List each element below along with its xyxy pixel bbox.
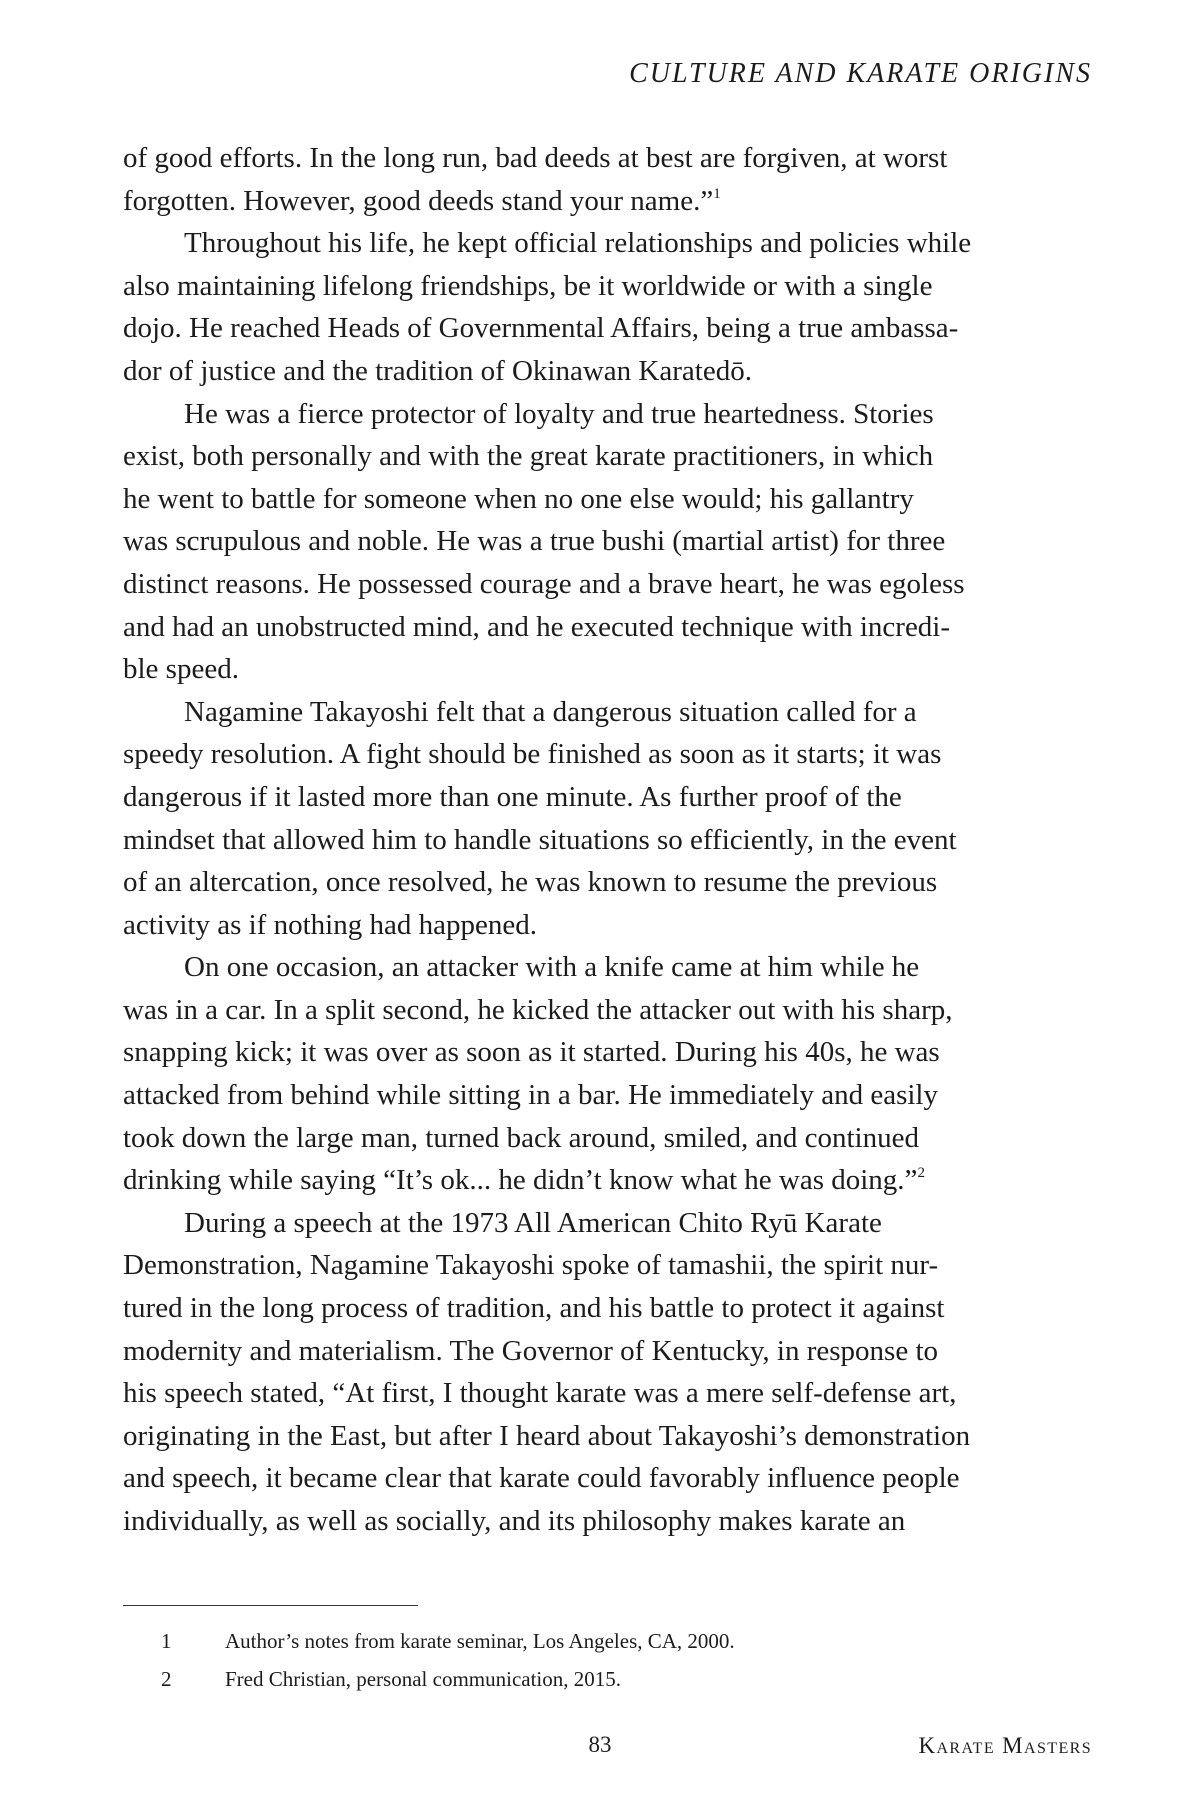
text-line bbox=[123, 946, 1083, 989]
footnote-text: Author’s notes from karate seminar, Los Angeles, CA, 2000. bbox=[225, 1629, 735, 1653]
text-line-content: Throughout his life, he kept official relationships and policies while bbox=[184, 227, 972, 260]
text-line bbox=[123, 478, 1083, 521]
text-line-content: ble speed. bbox=[123, 653, 239, 686]
footnote-text: Fred Christian, personal communication, 2015. bbox=[225, 1667, 622, 1691]
text-line-content: Nagamine Takayoshi felt that a dangerous situation called for a bbox=[184, 695, 917, 728]
text-line bbox=[123, 733, 1083, 776]
text-line bbox=[123, 989, 1083, 1032]
text-line bbox=[123, 435, 1083, 478]
text-line-content: Demonstration, Nagamine Takayoshi spoke of tamashii, the spirit nur- bbox=[123, 1249, 939, 1282]
text-line bbox=[123, 1372, 1083, 1415]
text-line bbox=[123, 1415, 1083, 1458]
text-line bbox=[123, 1500, 1083, 1543]
page-number: 83 bbox=[588, 1732, 612, 1757]
text-line bbox=[123, 1074, 1083, 1117]
text-line-content: mindset that allowed him to handle situations so efficiently, in the event bbox=[123, 823, 957, 856]
text-line bbox=[123, 1031, 1083, 1074]
text-line bbox=[123, 393, 1083, 436]
text-line bbox=[123, 265, 1083, 308]
text-line-content: was scrupulous and noble. He was a true bushi (martial artist) for three bbox=[123, 525, 946, 558]
text-line-content: he went to battle for someone when no one else would; his gallantry bbox=[123, 482, 914, 515]
text-line bbox=[123, 350, 1083, 393]
text-line bbox=[123, 1244, 1083, 1287]
text-line-content: snapping kick; it was over as soon as it started. During his 40s, he was bbox=[123, 1036, 940, 1069]
footnote bbox=[123, 1660, 1083, 1698]
text-line bbox=[123, 1159, 1083, 1202]
text-line-content: was in a car. In a split second, he kicked the attacker out with his sharp, bbox=[123, 993, 953, 1026]
text-line bbox=[123, 1202, 1083, 1245]
text-line-content: individually, as well as socially, and its philosophy makes karate an bbox=[123, 1505, 906, 1537]
text-line bbox=[123, 520, 1083, 563]
body-text bbox=[123, 137, 1083, 1543]
text-line-content: of an altercation, once resolved, he was known to resume the previous bbox=[123, 866, 938, 899]
text-line bbox=[123, 606, 1083, 649]
text-line bbox=[123, 222, 1083, 265]
text-line-content: attacked from behind while sitting in a bar. He immediately and easily bbox=[123, 1079, 938, 1112]
text-line bbox=[123, 904, 1083, 947]
text-line-content: dangerous if it lasted more than one minute. As further proof of the bbox=[123, 780, 902, 813]
footnotes bbox=[123, 1622, 1083, 1698]
text-line bbox=[123, 819, 1083, 862]
text-line bbox=[123, 648, 1083, 691]
text-line bbox=[123, 691, 1083, 734]
text-line-content: He was a fierce protector of loyalty and true heartedness. Stories bbox=[184, 397, 934, 430]
text-line bbox=[123, 776, 1083, 819]
text-line-content: and speech, it became clear that karate could favorably influence people bbox=[123, 1462, 960, 1495]
text-line-content: and had an unobstructed mind, and he executed technique with incredi- bbox=[123, 610, 951, 643]
footnote-divider bbox=[123, 1605, 418, 1606]
text-line-content: also maintaining lifelong friendships, be it worldwide or with a single bbox=[123, 269, 933, 302]
text-line-content: drinking while saying “It’s ok... he didn’t know what he was doing.” bbox=[123, 1164, 918, 1197]
text-line bbox=[123, 307, 1083, 350]
text-line bbox=[123, 1457, 1083, 1500]
footnote bbox=[123, 1622, 1083, 1660]
text-line-content: During a speech at the 1973 All American Chito Ryū Karate bbox=[184, 1206, 882, 1239]
text-line-content: his speech stated, “At first, I thought karate was a mere self-defense art, bbox=[123, 1377, 957, 1410]
text-line-content: modernity and materialism. The Governor of Kentucky, in response to bbox=[123, 1334, 939, 1367]
text-line-content: dojo. He reached Heads of Governmental Affairs, being a true ambassa- bbox=[123, 312, 959, 345]
text-line bbox=[123, 180, 1083, 223]
text-line bbox=[123, 137, 1083, 180]
text-line-content: originating in the East, but after I heard about Takayoshi’s demonstration bbox=[123, 1419, 971, 1452]
text-line bbox=[123, 1117, 1083, 1160]
text-line-content: On one occasion, an attacker with a knife came at him while he bbox=[184, 951, 920, 984]
text-line bbox=[123, 563, 1083, 606]
running-head: CULTURE AND KARATE ORIGINS bbox=[629, 58, 1092, 89]
text-line-content: of good efforts. In the long run, bad deeds at best are forgiven, at worst bbox=[123, 142, 948, 174]
text-line-content: took down the large man, turned back around, smiled, and continued bbox=[123, 1121, 919, 1154]
footnote-marker: 2 bbox=[917, 1165, 925, 1182]
text-line-content: forgotten. However, good deeds stand your name.” bbox=[123, 184, 714, 217]
text-line-content: dor of justice and the tradition of Okinawan Karatedō. bbox=[123, 354, 752, 387]
running-foot: Karate Masters bbox=[918, 1733, 1092, 1758]
text-line-content: activity as if nothing had happened. bbox=[123, 908, 537, 941]
footnote-marker: 1 bbox=[713, 185, 721, 202]
text-line-content: distinct reasons. He possessed courage and a brave heart, he was egoless bbox=[123, 567, 965, 600]
text-line bbox=[123, 1287, 1083, 1330]
text-line-content: speedy resolution. A fight should be finished as soon as it starts; it was bbox=[123, 738, 942, 771]
text-line bbox=[123, 861, 1083, 904]
text-line-content: tured in the long process of tradition, and his battle to protect it against bbox=[123, 1292, 945, 1325]
footnote-number: 2 bbox=[161, 1667, 172, 1691]
footnote-number: 1 bbox=[161, 1629, 172, 1653]
text-line bbox=[123, 1330, 1083, 1373]
text-line-content: exist, both personally and with the great karate practitioners, in which bbox=[123, 440, 934, 473]
